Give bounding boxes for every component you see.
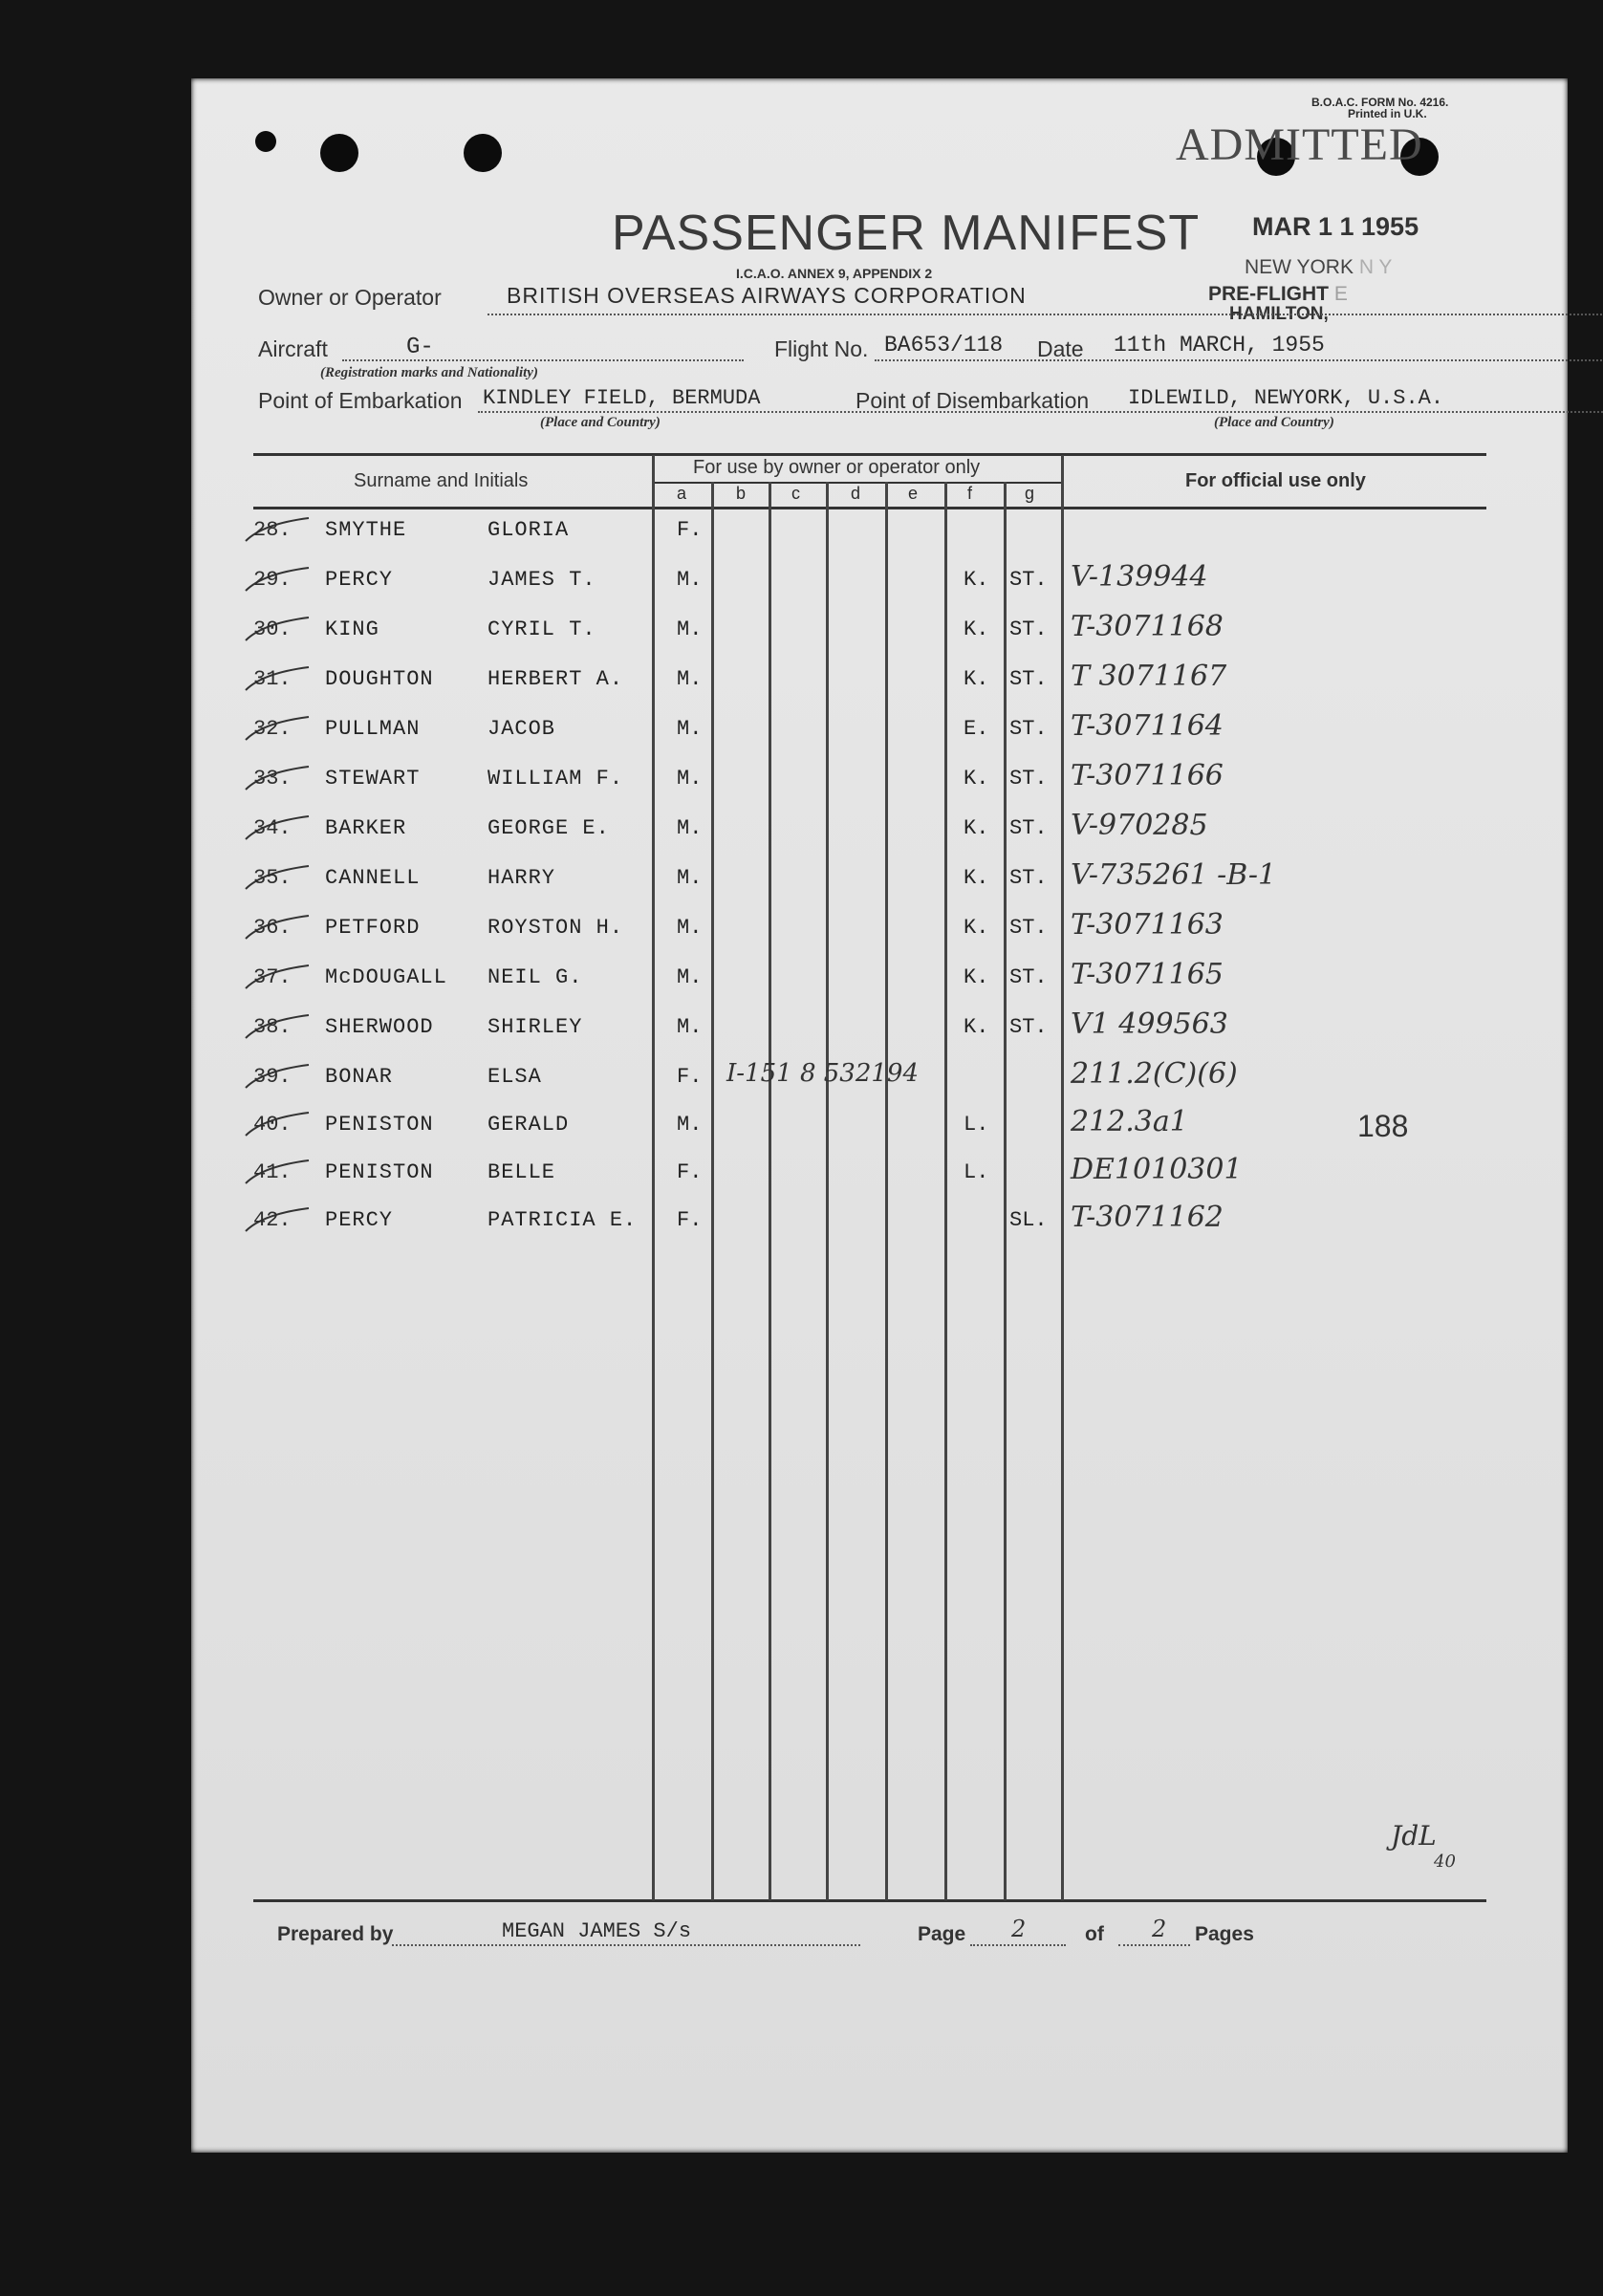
initials-number: 40 [1434, 1852, 1456, 1872]
row-col-f: K. [964, 965, 989, 989]
row-given-names: GERALD [487, 1113, 570, 1137]
row-surname: SHERWOOD [325, 1015, 434, 1039]
row-number: 30. [253, 617, 292, 641]
row-surname: PENISTON [325, 1113, 434, 1137]
row-number: 39. [253, 1065, 292, 1089]
row-number: 35. [253, 866, 292, 890]
table-row [191, 560, 1568, 610]
stamp-preflight [1208, 283, 1348, 306]
date-label: Date [1037, 336, 1084, 361]
row-col-f: K. [964, 667, 989, 691]
row-given-names: SHIRLEY [487, 1015, 583, 1039]
row-given-names: BELLE [487, 1160, 556, 1184]
embark-note: (Place and Country) [540, 415, 661, 430]
row-given-names: WILLIAM F. [487, 767, 624, 791]
row-surname: PENISTON [325, 1160, 434, 1184]
column-letter-b: b [736, 484, 747, 503]
table-row [191, 1153, 1568, 1202]
flight-label: Flight No. [774, 336, 869, 361]
table-row [191, 1201, 1568, 1250]
owner-use-header: For use by owner or operator only [693, 457, 981, 478]
row-col-f: K. [964, 617, 989, 641]
table-bottom-rule [253, 1899, 1486, 1902]
row-given-names: PATRICIA E. [487, 1208, 638, 1232]
punch-hole [255, 131, 276, 152]
row-surname: SMYTHE [325, 518, 407, 542]
row-surname: PERCY [325, 1208, 394, 1232]
stamp-preflight-tail: E [1333, 283, 1348, 305]
flight-underline [875, 359, 1603, 361]
column-letter-e: e [908, 484, 919, 503]
row-col-g: ST. [1009, 767, 1048, 791]
row-surname: KING [325, 617, 379, 641]
row-col-a: M. [677, 866, 703, 890]
row-given-names: GLORIA [487, 518, 570, 542]
table-row [191, 1007, 1568, 1057]
table-row [191, 809, 1568, 858]
table-row [191, 510, 1568, 560]
row-number: 41. [253, 1160, 292, 1184]
row-col-a: F. [677, 1160, 703, 1184]
date-value: 11th MARCH, 1955 [1114, 333, 1325, 357]
disembark-value: IDLEWILD, NEWYORK, U.S.A. [1128, 386, 1444, 410]
prepared-label: Prepared by [277, 1923, 394, 1945]
row-col-a: F. [677, 1208, 703, 1232]
disembark-note: (Place and Country) [1214, 415, 1334, 430]
row-col-a: M. [677, 667, 703, 691]
aircraft-underline [342, 359, 744, 361]
table-top-rule [253, 453, 1486, 456]
stamp-date: MAR 1 1 1955 [1252, 212, 1419, 241]
row-col-g: ST. [1009, 1015, 1048, 1039]
row-number: 33. [253, 767, 292, 791]
row-given-names: ELSA [487, 1065, 542, 1089]
row-surname: PERCY [325, 568, 394, 592]
admitted-stamp: ADMITTED [1176, 119, 1423, 170]
row-col-f: K. [964, 916, 989, 940]
row-number: 31. [253, 667, 292, 691]
row-number: 37. [253, 965, 292, 989]
row-col-a: M. [677, 617, 703, 641]
table-row [191, 759, 1568, 809]
aircraft-value: G- [406, 335, 434, 360]
row-official: T-3071168 [1071, 610, 1224, 643]
row-official: T 3071167 [1071, 660, 1227, 693]
row-col-f: K. [964, 816, 989, 840]
row-col-g: ST. [1009, 617, 1048, 641]
row-col-a: M. [677, 717, 703, 741]
surname-header: Surname and Initials [354, 470, 529, 491]
table-row [191, 610, 1568, 660]
row-col-g: ST. [1009, 667, 1048, 691]
row-given-names: GEORGE E. [487, 816, 610, 840]
page-label: Page [918, 1923, 966, 1945]
aircraft-note: (Registration marks and Nationality) [320, 365, 538, 380]
row-col-g: ST. [1009, 965, 1048, 989]
row-surname: PETFORD [325, 916, 421, 940]
manifest-document [191, 78, 1568, 2153]
stamp-place [1245, 256, 1392, 279]
owner-underline [487, 314, 1603, 315]
row-number: 42. [253, 1208, 292, 1232]
table-row [191, 958, 1568, 1007]
owner-value: BRITISH OVERSEAS AIRWAYS CORPORATION [507, 283, 1027, 308]
row-number: 28. [253, 518, 292, 542]
row-col-f: K. [964, 767, 989, 791]
row-col-a: M. [677, 816, 703, 840]
official-header: For official use only [1185, 470, 1366, 491]
owner-label: Owner or Operator [258, 285, 442, 310]
row-col-a: M. [677, 767, 703, 791]
prepared-value: MEGAN JAMES S/s [502, 1919, 692, 1943]
row-official: T-3071164 [1071, 709, 1224, 743]
page-title: PASSENGER MANIFEST [612, 206, 1201, 261]
row-official: V-139944 [1071, 560, 1208, 594]
stamp-hamilton: HAMILTON, [1229, 304, 1329, 324]
column-letter-d: d [851, 484, 861, 503]
row-surname: BONAR [325, 1065, 394, 1089]
punch-hole [320, 134, 358, 172]
row-col-a: M. [677, 965, 703, 989]
column-letter-g: g [1025, 484, 1035, 503]
row-surname: STEWART [325, 767, 421, 791]
row-official: V-970285 [1071, 809, 1208, 842]
printed-note: Printed in U.K. [1348, 107, 1427, 120]
row-col-a: F. [677, 518, 703, 542]
table-row [191, 1057, 1568, 1107]
of-underline [1118, 1944, 1190, 1946]
row-number: 40. [253, 1113, 292, 1137]
stamp-place-tail: N Y [1358, 256, 1393, 278]
row-official: T-3071163 [1071, 908, 1224, 942]
row-official: V1 499563 [1071, 1007, 1228, 1041]
flight-value: BA653/118 [884, 333, 1004, 357]
row-surname: DOUGHTON [325, 667, 434, 691]
row-official: T-3071165 [1071, 958, 1224, 991]
row-col-f: L. [964, 1113, 989, 1137]
row-col-g: ST. [1009, 568, 1048, 592]
row-col-g: SL. [1009, 1208, 1048, 1232]
row-number: 29. [253, 568, 292, 592]
row-surname: CANNELL [325, 866, 421, 890]
row-given-names: HERBERT A. [487, 667, 624, 691]
row-official: DE1010301 [1071, 1153, 1243, 1186]
page-value: 2 [1011, 1916, 1027, 1942]
column-letter-a: a [677, 484, 687, 503]
table-row [191, 709, 1568, 759]
stamp-preflight-text: PRE-FLIGHT [1208, 283, 1329, 305]
row-official: 211.2(C)(6) [1071, 1057, 1238, 1091]
row-col-bc-note: I-151 8 532194 [726, 1059, 920, 1088]
row-given-names: CYRIL T. [487, 617, 596, 641]
disembark-label: Point of Disembarkation [856, 388, 1090, 413]
row-col-f: L. [964, 1160, 989, 1184]
aircraft-label: Aircraft [258, 336, 328, 361]
stamp-place-text: NEW YORK [1245, 256, 1354, 278]
row-official: T-3071166 [1071, 759, 1224, 792]
row-official: V-735261 -B-1 [1071, 858, 1277, 892]
row-col-f: K. [964, 866, 989, 890]
row-col-g: ST. [1009, 816, 1048, 840]
embark-value: KINDLEY FIELD, BERMUDA [483, 386, 761, 410]
row-col-f: E. [964, 717, 989, 741]
row-surname: BARKER [325, 816, 407, 840]
of-value: 2 [1152, 1916, 1167, 1942]
table-row [191, 858, 1568, 908]
embark-underline [478, 411, 1603, 413]
table-row [191, 908, 1568, 958]
row-col-a: M. [677, 568, 703, 592]
column-letter-c: c [791, 484, 800, 503]
page-subtitle: I.C.A.O. ANNEX 9, APPENDIX 2 [736, 266, 933, 281]
prepared-underline [392, 1944, 860, 1946]
embark-label: Point of Embarkation [258, 388, 463, 413]
row-col-g: ST. [1009, 866, 1048, 890]
row-surname: PULLMAN [325, 717, 421, 741]
table-head-rule [253, 507, 1486, 509]
row-col-g: ST. [1009, 916, 1048, 940]
table-row [191, 660, 1568, 709]
row-col-f: K. [964, 1015, 989, 1039]
margin-note: 188 [1357, 1109, 1409, 1143]
row-col-g: ST. [1009, 717, 1048, 741]
row-col-f: K. [964, 568, 989, 592]
punch-hole [464, 134, 502, 172]
form-number: B.O.A.C. FORM No. 4216. [1311, 96, 1449, 109]
of-label: of [1085, 1923, 1104, 1945]
row-given-names: NEIL G. [487, 965, 583, 989]
row-given-names: JACOB [487, 717, 556, 741]
row-official: T-3071162 [1071, 1201, 1224, 1234]
row-surname: McDOUGALL [325, 965, 447, 989]
column-letter-f: f [967, 484, 973, 503]
row-col-a: F. [677, 1065, 703, 1089]
row-official: 212.3a1 [1071, 1105, 1188, 1138]
row-col-a: M. [677, 916, 703, 940]
row-number: 36. [253, 916, 292, 940]
row-col-a: M. [677, 1113, 703, 1137]
initials-note: JdL [1391, 1820, 1437, 1852]
row-number: 34. [253, 816, 292, 840]
row-given-names: ROYSTON H. [487, 916, 624, 940]
row-col-a: M. [677, 1015, 703, 1039]
page-underline [970, 1944, 1066, 1946]
row-given-names: JAMES T. [487, 568, 596, 592]
pages-label: Pages [1195, 1923, 1254, 1945]
row-given-names: HARRY [487, 866, 556, 890]
row-number: 38. [253, 1015, 292, 1039]
row-number: 32. [253, 717, 292, 741]
